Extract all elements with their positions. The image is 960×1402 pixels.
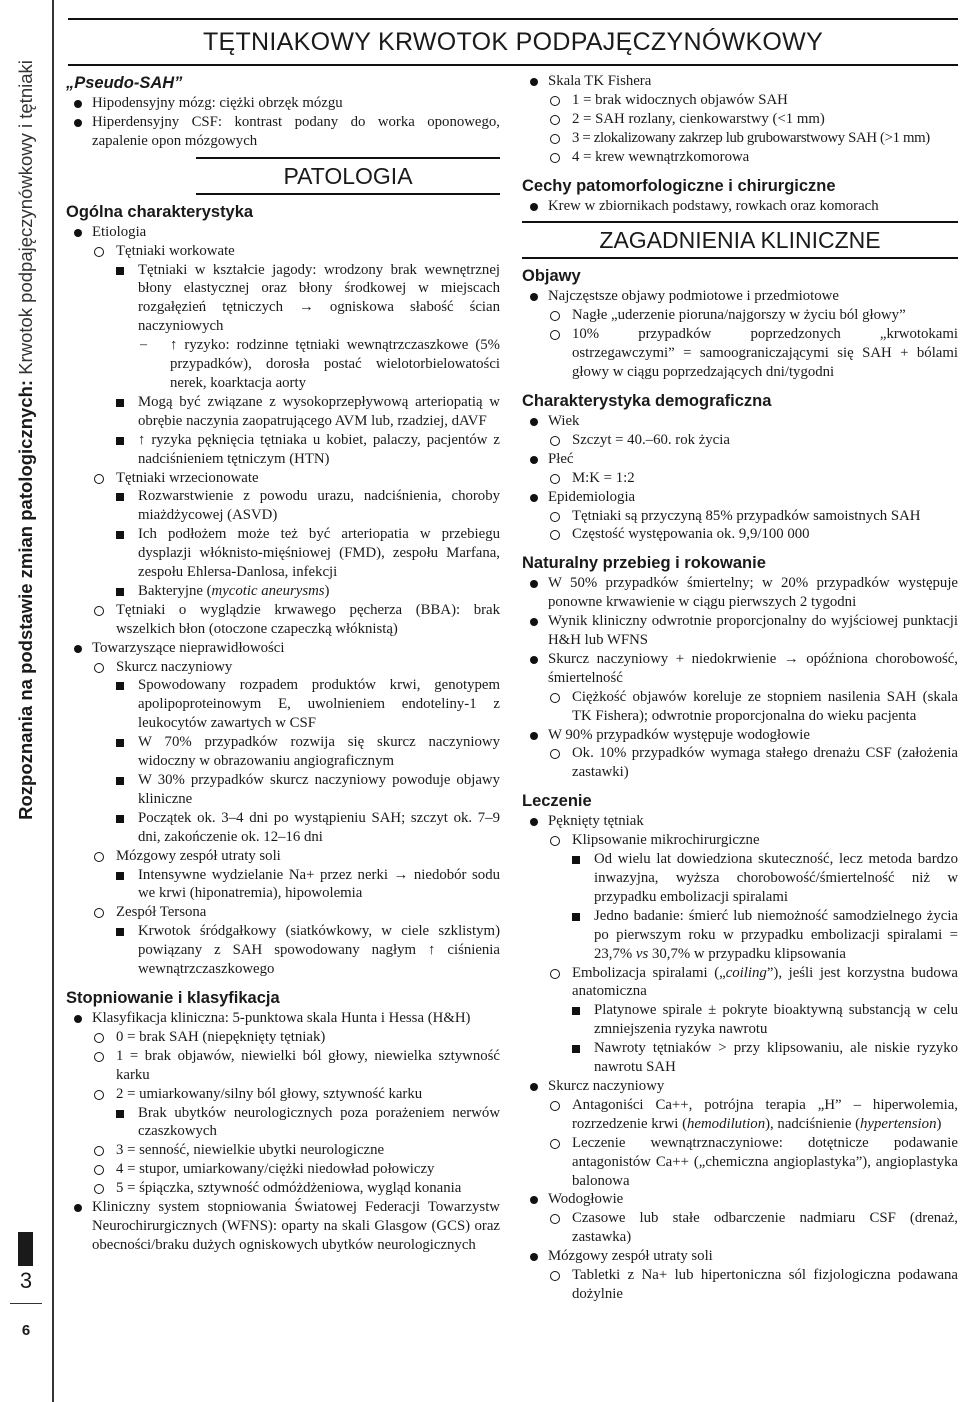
circle-bullet-icon [550, 96, 560, 106]
heading-ogolna: Ogólna charakterystyka [66, 202, 254, 221]
circle-bullet-icon [550, 474, 560, 484]
list-item-text: Mózgowy zespół utraty soli [116, 847, 281, 864]
circle-bullet-icon [550, 311, 560, 321]
list-item [66, 582, 500, 601]
list-item-text: Wodogłowie [548, 1191, 624, 1208]
heading-leczenie: Leczenie [522, 792, 592, 811]
list-item-text: Platynowe spirale ± pokryte bioaktywną substancją w celu zmniejszenia ryzyka nawrotu [594, 1002, 958, 1038]
list-item [522, 148, 958, 167]
bullet-icon [530, 78, 538, 86]
square-bullet-icon [116, 777, 124, 785]
list-item-italic: hypertension [860, 1115, 937, 1132]
arrow-up-icon: ↑ [170, 337, 178, 354]
list-item-text: ”), jeśli jest korzystna budowa anatomiczna [572, 964, 959, 1000]
list-item [66, 336, 500, 393]
list-item-text: W 50% przypadków śmiertelny; w 20% przypadków występuje ponowne krwawienie w ciągu pierwszych 2 tygodni [548, 575, 958, 611]
circle-bullet-icon [94, 247, 104, 257]
list-item [522, 1096, 958, 1134]
list-item-text: Spowodowany rozpadem produktów krwi, genotypem apolipoproteinowym E, uwolnieniem endoteliny-1 z leukocytów zawartych w CSF [138, 677, 500, 732]
section-box-patologia: PATOLOGIA [196, 157, 500, 195]
list-item-text: Tętniaki workowate [116, 242, 235, 259]
list-item [522, 1001, 958, 1039]
circle-bullet-icon [550, 1271, 560, 1281]
square-bullet-icon [116, 815, 124, 823]
list-item [66, 1160, 500, 1179]
list-item [66, 601, 500, 639]
list-item [66, 676, 500, 733]
list-item [522, 650, 958, 688]
circle-bullet-icon [550, 134, 560, 144]
list-item-text: W 90% przypadków występuje wodogłowie [548, 726, 810, 743]
list-item-text: 4 = krew wewnątrzkomorowa [572, 148, 750, 165]
list-item [522, 1190, 958, 1209]
list-item-text: Mózgowy zespół utraty soli [548, 1248, 713, 1265]
list-item-text: Hiperdensyjny CSF: kontrast podany do worka oponowego, zapalenie opon mózgowych [92, 113, 500, 149]
list-item [522, 325, 958, 382]
list-item [522, 110, 958, 129]
list-item [522, 726, 958, 745]
bullet-icon [530, 656, 538, 664]
bullet-icon [530, 1253, 538, 1261]
circle-bullet-icon [550, 512, 560, 522]
circle-bullet-icon [550, 436, 560, 446]
list-item-text: Najczęstsze objawy podmiotowe i przedmiotowe [548, 288, 839, 305]
list-item-text: Częstość występowania ok. 9,9/100 000 [572, 526, 810, 543]
list-item-text: Kliniczny system stopniowania Światowej Federacji Towarzystw Neurochirurgicznych (WFNS): oparty na skali Glasgow (GCS) oraz obecności/braku dużych ogniskowych ubytków neurologicznych [92, 1199, 500, 1253]
list-item [66, 903, 500, 922]
list-item-text: W 30% przypadków skurcz naczyniowy powoduje objawy kliniczne [138, 772, 500, 807]
list-item [522, 525, 958, 544]
list-item-text: Towarzyszące nieprawidłowości [92, 639, 285, 656]
circle-bullet-icon [550, 153, 560, 163]
bullet-icon [74, 1204, 82, 1212]
page-title-bar [68, 18, 958, 66]
square-bullet-icon [572, 1007, 580, 1015]
list-item-italic: mycotic aneurysms [211, 582, 325, 599]
bullet-icon [74, 645, 82, 653]
list-item [522, 72, 958, 91]
running-head-bold: Rozpoznania na podstawie zmian patologicznych: [15, 379, 36, 820]
circle-bullet-icon [550, 836, 560, 846]
list-item [66, 1198, 500, 1255]
list-item [522, 812, 958, 831]
list-item-text: Leczenie wewnątrznaczyniowe: dotętnicze podawanie antagonistów Ca++ („chemiczna angioplastyka”), angioplastyka balonowa [572, 1134, 958, 1189]
list-item-text: Początek ok. 3–4 dni po wystąpieniu SAH; szczyt ok. 7–9 dni, zakończenie ok. 12–16 dni [138, 809, 500, 845]
square-bullet-icon [116, 531, 124, 539]
pseudo-sah-heading [66, 72, 500, 94]
circle-bullet-icon [550, 530, 560, 540]
list-item-text: Bakteryjne ( [138, 582, 212, 599]
square-bullet-icon [116, 928, 124, 936]
list-item-text: Klipsowanie mikrochirurgiczne [572, 832, 760, 849]
bullet-icon [530, 818, 538, 826]
list-item-text: Ok. 10% przypadków wymaga stałego drenażu CSF (założenia zastawki) [572, 745, 958, 781]
list-item [522, 507, 958, 526]
list-item-text: ) [324, 582, 330, 599]
list-item [66, 242, 500, 261]
list-item-text: Wiek [548, 412, 580, 429]
section-box-zagadnienia: ZAGADNIENIA KLINICZNE [522, 221, 958, 259]
square-bullet-icon [572, 856, 580, 864]
circle-bullet-icon [94, 606, 104, 616]
circle-bullet-icon [94, 1090, 104, 1100]
bullet-icon [530, 456, 538, 464]
dash-bullet-icon: – [140, 337, 147, 353]
square-bullet-icon [116, 437, 124, 445]
circle-bullet-icon [94, 1052, 104, 1062]
list-item [522, 431, 958, 450]
list-item [522, 412, 958, 431]
heading-demograficzna: Charakterystyka demograficzna [522, 391, 772, 410]
list-item [522, 688, 958, 726]
bullet-icon [74, 119, 82, 127]
circle-bullet-icon [550, 115, 560, 125]
list-item [66, 1179, 500, 1198]
list-item-text: 2 = SAH rozlany, cienkowarstwy (<1 mm) [572, 110, 825, 127]
sidebar [0, 0, 54, 1402]
list-item [66, 1104, 500, 1142]
list-item [66, 261, 500, 337]
list-item [522, 488, 958, 507]
list-item-text: Hipodensyjny mózg: ciężki obrzęk mózgu [92, 95, 343, 111]
list-item [522, 450, 958, 469]
list-item [522, 287, 958, 306]
list-item-text: Ich podłożem może też być arteriopatia w przebiegu dysplazji włóknisto-mięśniowej (FMD), zespołu Marfana, zespołu Ehlersa-Danlosa, infekcji [138, 526, 500, 581]
list-item [522, 469, 958, 488]
square-bullet-icon [572, 913, 580, 921]
circle-bullet-icon [550, 1139, 560, 1149]
list-item-text: Tętniaki o wyglądzie krwawego pęcherza (BBA): brak wszelkich błon (otoczone czapeczką włóknistą) [116, 601, 500, 637]
circle-bullet-icon [94, 474, 104, 484]
list-item-text: ryzyko: rodzinne tętniaki wewnątrzczaszkowe (5% przypadków), dorosła postać wielotorbielowatości nerek, koarktacja aorty [170, 337, 500, 391]
list-item-text: W 70% przypadków rozwija się skurcz naczyniowy widoczny w obrazowaniu angiograficznym [138, 734, 500, 770]
list-item-text: Tabletki z Na+ lub hipertoniczna sól fizjologiczna podawana dożylnie [572, 1267, 958, 1302]
list-item [522, 1247, 958, 1266]
circle-bullet-icon [550, 749, 560, 759]
list-item [66, 771, 500, 809]
list-item [66, 393, 500, 431]
list-item [66, 431, 500, 469]
arrow-up-icon: ↑ [138, 431, 146, 448]
list-item-text: Nagłe „uderzenie pioruna/najgorszy w życiu ból głowy” [572, 307, 906, 324]
list-item-text: Skurcz naczyniowy [548, 1077, 665, 1094]
square-bullet-icon [116, 682, 124, 690]
list-item-text: ), nadciśnienie ( [765, 1115, 861, 1132]
circle-bullet-icon [94, 1184, 104, 1194]
list-item-text: M:K = 1:2 [572, 469, 635, 486]
list-item [66, 809, 500, 847]
list-item-text: Rozwarstwienie z powodu urazu, nadciśnienia, choroby miażdżycowej (ASVD) [138, 488, 500, 524]
page-title: TĘTNIAKOWY KRWOTOK PODPAJĘCZYNÓWKOWY [202, 28, 824, 56]
list-item-text: 1 = brak widocznych objawów SAH [572, 91, 788, 108]
list-item-text: Czasowe lub stałe odbarczenie nadmiaru CSF (drenaż, zastawka) [572, 1210, 958, 1246]
circle-bullet-icon [94, 663, 104, 673]
square-bullet-icon [116, 872, 124, 880]
list-item [522, 1039, 958, 1077]
list-item [522, 1077, 958, 1096]
running-head [15, 60, 37, 820]
heading-naturalny: Naturalny przebieg i rokowanie [522, 554, 766, 573]
list-item [522, 964, 958, 1002]
circle-bullet-icon [94, 852, 104, 862]
circle-bullet-icon [550, 330, 560, 340]
list-item-text: 3 = zlokalizowany zakrzep lub grubowarstwowy SAH (>1 mm) [572, 129, 930, 146]
list-item-italic: vs [635, 945, 649, 962]
square-bullet-icon [572, 1045, 580, 1053]
circle-bullet-icon [94, 1146, 104, 1156]
list-item [66, 469, 500, 488]
list-item [66, 1009, 500, 1028]
list-item-text: Etiologia [92, 223, 147, 240]
bullet-icon [530, 418, 538, 426]
list-item-text: Skurcz naczyniowy + niedokrwienie → opóźniona chorobowość, śmiertelność [548, 650, 958, 686]
list-item-text: 5 = śpiączka, sztywność odmóżdżeniowa, wygląd konania [116, 1180, 462, 1197]
list-item-text: 10% przypadków poprzedzonych „krwotokami ostrzegawczymi” = samoograniczającymi się SAH + bólami głowy w ciągu poprzedzających dni/tygodni [572, 326, 958, 381]
list-item [522, 831, 958, 850]
list-item-text: Płeć [548, 450, 574, 467]
list-item-text: Intensywne wydzielanie Na+ przez nerki → niedobór sodu we krwi (hiponatremia), hipowolemia [138, 866, 500, 902]
list-item [522, 907, 958, 964]
list-item [522, 850, 958, 907]
section-divider [10, 1303, 42, 1304]
square-bullet-icon [116, 1110, 124, 1118]
circle-bullet-icon [550, 1214, 560, 1224]
list-item [66, 487, 500, 525]
circle-bullet-icon [550, 1101, 560, 1111]
list-item [522, 1266, 958, 1304]
square-bullet-icon [116, 493, 124, 501]
list-item-text: 3 = senność, niewielkie ubytki neurologiczne [116, 1142, 385, 1159]
list-item-text: 2 = umiarkowany/silny ból głowy, sztywność karku [116, 1085, 423, 1102]
list-item-text: 1 = brak objawów, niewielki ból głowy, niewielka sztywność karku [116, 1047, 500, 1083]
circle-bullet-icon [94, 908, 104, 918]
list-item-text: 30,7% w przypadku klipsowania [648, 945, 846, 962]
bullet-icon [530, 1196, 538, 1204]
square-bullet-icon [116, 399, 124, 407]
list-item-text: Ciężkość objawów koreluje ze stopniem nasilenia SAH (skala TK Fishera); odwrotnie proporcjonalna do wieku pacjenta [572, 688, 958, 724]
arrow-up-icon: ↑ [428, 942, 436, 959]
bullet-icon [530, 732, 538, 740]
bullet-icon [530, 293, 538, 301]
list-item-italic: hemodilution [687, 1115, 766, 1132]
list-item [522, 612, 958, 650]
bullet-icon [74, 100, 82, 108]
list-item-text: 0 = brak SAH (niepęknięty tętniak) [116, 1028, 326, 1045]
bullet-icon [530, 580, 538, 588]
heading-objawy: Objawy [522, 267, 581, 286]
heading-stopniowanie: Stopniowanie i klasyfikacja [66, 988, 280, 1007]
list-item-text: Epidemiologia [548, 488, 636, 505]
list-item [522, 129, 958, 148]
list-item-text: Skala TK Fishera [548, 73, 652, 89]
list-item [66, 847, 500, 866]
circle-bullet-icon [550, 969, 560, 979]
list-item-text: Embolizacja spiralami („ [572, 964, 726, 981]
list-item [522, 1209, 958, 1247]
list-item-text: Tętniaki są przyczyną 85% przypadków samoistnych SAH [572, 507, 921, 524]
list-item-text: Nawroty tętniaków > przy klipsowaniu, ale niskie ryzyko nawrotu SAH [594, 1040, 958, 1076]
list-item-text: Tętniaki wrzecionowate [116, 469, 259, 486]
list-item [522, 197, 958, 216]
page-number: 6 [21, 1322, 31, 1339]
list-item-text: Szczyt = 40.–60. rok życia [572, 431, 730, 448]
bullet-icon [530, 494, 538, 502]
bullet-icon [74, 1015, 82, 1023]
list-item-text: Tętniaki w kształcie jagody: wrodzony brak wewnętrznej błony elastycznej oraz błony środkowej w miejscach rozgałęzień tętniczych → ogniskowa słabość ścian naczyniowych [138, 261, 500, 335]
list-item-text: ryzyka pęknięcia tętniaka u kobiet, palaczy, pacjentów z nadciśnieniem tętniczym (HTN) [138, 431, 500, 467]
list-item [66, 639, 500, 658]
list-item [522, 574, 958, 612]
list-item [522, 1134, 958, 1191]
list-item [66, 1085, 500, 1104]
running-head-light: Krwotok podpajęczynówkowy i tętniaki [15, 60, 36, 380]
right-column [522, 72, 958, 1304]
pseudo-sah-heading-text: „Pseudo-SAH” [66, 74, 183, 92]
list-item-text: Krwotok śródgałkowy (siatkówkowy, w ciele szklistym) powiązany z SAH spowodowany nagłym [138, 923, 500, 959]
list-item-text: Antagoniści Ca++, potrójna terapia „H” – hiperwolemia, rozrzedzenie krwi ( [572, 1096, 958, 1132]
list-item [522, 91, 958, 110]
list-item [66, 94, 500, 113]
square-bullet-icon [116, 739, 124, 747]
square-bullet-icon [116, 588, 124, 596]
list-item [522, 306, 958, 325]
list-item-text: Krew w zbiornikach podstawy, rowkach oraz komorach [548, 197, 879, 214]
list-item-text: Wynik kliniczny odwrotnie proporcjonalny do wyjściowej punktacji H&H lub WFNS [548, 613, 958, 649]
bullet-icon [530, 1083, 538, 1091]
bullet-icon [74, 229, 82, 237]
list-item [66, 866, 500, 904]
list-item-text: Jedno badanie: śmierć lub niemożność samodzielnego życia po pierwszym roku w przypadku embolizacji spiralami = 23,7% [594, 907, 958, 962]
heading-cechy: Cechy patomorfologiczne i chirurgiczne [522, 176, 836, 195]
square-bullet-icon [116, 267, 124, 275]
list-item-text: ciśnienia wewnątrzczaszkowego [138, 942, 500, 978]
bullet-icon [530, 618, 538, 626]
list-item-text: Brak ubytków neurologicznych poza porażeniem nerwów czaszkowych [138, 1104, 500, 1140]
list-item-text: Mogą być związane z wysokoprzepływową arteriopatią w obrębie naczynia zaopatrującego AVM lub, rzadziej, dAVF [138, 393, 500, 429]
list-item [66, 658, 500, 677]
circle-bullet-icon [94, 1165, 104, 1175]
section-letter-mark [18, 1232, 33, 1266]
list-item [66, 733, 500, 771]
list-item-text: Klasyfikacja kliniczna: 5-punktowa skala Hunta i Hessa (H&H) [92, 1009, 471, 1026]
list-item [66, 1028, 500, 1047]
list-item-text: Skurcz naczyniowy [116, 658, 233, 675]
circle-bullet-icon [550, 693, 560, 703]
list-item [66, 922, 500, 979]
list-item-text: Zespół Tersona [116, 904, 207, 921]
list-item [66, 1141, 500, 1160]
list-item-italic: coiling [725, 964, 767, 981]
list-item-text: ) [936, 1115, 942, 1132]
bullet-icon [530, 203, 538, 211]
list-item-text: 4 = stupor, umiarkowany/ciężki niedowład połowiczy [116, 1161, 435, 1178]
list-item [66, 223, 500, 242]
list-item-text: Pęknięty tętniak [548, 813, 644, 830]
list-item [522, 744, 958, 782]
list-item-text: Od wielu lat dowiedziona skuteczność, lecz metoda bardzo inwazyjna, wyższa chorobowość/śmiertelność niż w przypadku embolizacji spiralami [594, 851, 958, 905]
list-item [66, 525, 500, 582]
left-column [66, 72, 500, 1255]
list-item [66, 1047, 500, 1085]
list-item [66, 113, 500, 151]
circle-bullet-icon [94, 1033, 104, 1043]
section-number: 3 [19, 1268, 33, 1293]
